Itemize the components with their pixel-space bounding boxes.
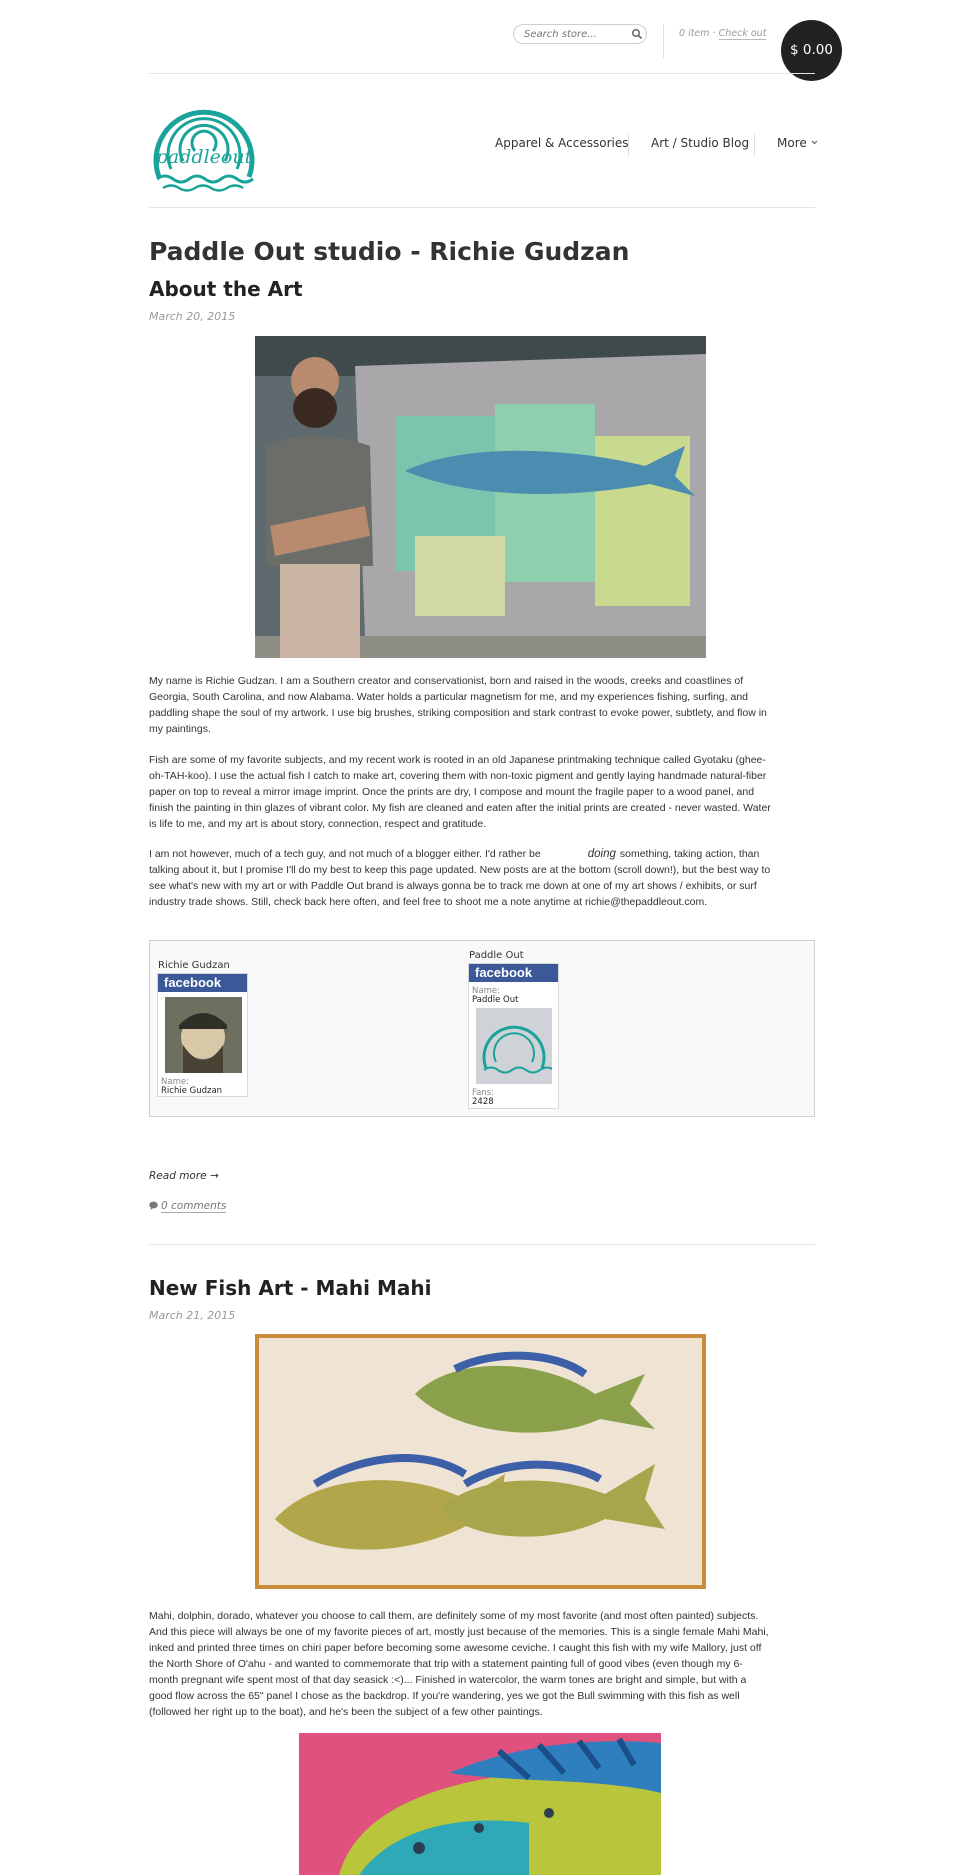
top-rule: [149, 73, 815, 74]
cart-summary: [679, 26, 775, 42]
comment-bubble-icon: [149, 1201, 158, 1210]
facebook-widgets: [149, 940, 815, 1117]
cart-items: 0 item: [679, 28, 710, 39]
fb-card-title: Richie Gudzan: [158, 960, 230, 971]
read-more-link[interactable]: Read more →: [149, 1170, 219, 1182]
chevron-down-icon: [811, 139, 818, 146]
checkout-link[interactable]: Check out: [718, 28, 767, 39]
logo-text: paddleout: [155, 146, 253, 168]
artist-photo: [255, 336, 706, 658]
nav-apparel-accessories[interactable]: Apparel & Accessories: [495, 136, 629, 150]
comments-link[interactable]: [149, 1200, 226, 1212]
page-logo-image: [476, 1008, 552, 1084]
fb-fans-value: 2428: [472, 1097, 494, 1107]
post-paragraph: My name is Richie Gudzan. I am a Southern creator and conservationist, born and raised in the woods, creeks and coastlines of Georgia, South Carolina, and now Alabama. Water holds a particular magnetism for me, and my experiences fishing, surfing, and paddling shape the soul of my artwork. I use big brushes, striking composition and stark contrast to evoke power, subtlety, and flow in my paintings.: [149, 675, 767, 735]
search-icon[interactable]: [631, 28, 643, 40]
post-paragraph: Fish are some of my favorite subjects, and my recent work is rooted in an old Japanese printmaking technique called Gyotaku (ghee-oh-TAH-koo). I use the actual fish I catch to make art, covering them with non-toxic pigment and gently laying handmade natural-fiber paper on top to reveal a mirror image imprint. Once the prints are dry, I compose and mount the fragile paper to a wood panel, and finish the painting in thin glazes of vibrant color. My fish are cleaned and eaten after the initial prints are created - never wasted. Water is life to me, and my art is about story, connection, respect and gratitude.: [149, 754, 771, 830]
emphasis-text: doing: [587, 848, 616, 860]
header-rule: [149, 207, 815, 208]
facebook-logo: facebook: [158, 974, 247, 992]
fb-profile-card[interactable]: [157, 973, 248, 1097]
nav-more[interactable]: [777, 136, 818, 150]
post-date: March 21, 2015: [149, 1309, 236, 1322]
post-title[interactable]: New Fish Art - Mahi Mahi: [149, 1276, 432, 1300]
fb-name-label: Name:: [161, 1077, 189, 1087]
cart-total-button[interactable]: $ 0.00: [781, 20, 842, 81]
fb-card-title: Paddle Out: [469, 950, 524, 961]
fb-name-value: Richie Gudzan: [161, 1086, 223, 1096]
post-date: March 20, 2015: [149, 310, 236, 323]
mahi-mahi-closeup-painting: [299, 1733, 661, 1875]
nav-separator: [754, 134, 755, 156]
post-paragraph: [149, 846, 771, 910]
fb-name-value: Paddle Out: [472, 995, 519, 1005]
cart-dot: ·: [712, 28, 716, 39]
fb-name-label: Name:: [472, 986, 500, 996]
comments-count: 0 comments: [161, 1200, 227, 1212]
post-divider: [149, 1244, 815, 1245]
paragraph-text: something, taking action, than talking about it, but I promise I'll do my best to keep this page updated. New posts are at the bottom (scroll down!), but the best way to see what's new with my art or with Paddle Out brand is always gonna be to track me down at one of my art shows / exhibits, or surf industry trade shows. Still, check back here often, and feel free to shoot me a note anytime at richie@thepaddleout.com.: [149, 848, 771, 908]
post-title[interactable]: About the Art: [149, 277, 303, 301]
paragraph-text: I am not however, much of a tech guy, and not much of a blogger either. I'd rather be: [149, 848, 541, 860]
fb-fans-label: Fans:: [472, 1088, 494, 1098]
mahi-mahi-painting: [255, 1334, 706, 1589]
profile-photo: [165, 997, 242, 1073]
fb-page-card[interactable]: [468, 963, 559, 1109]
top-bar: [0, 0, 960, 74]
nav-more-label: More: [777, 136, 807, 150]
search-input[interactable]: [513, 24, 647, 44]
blog-title: Paddle Out studio - Richie Gudzan: [149, 237, 630, 266]
facebook-logo: facebook: [469, 964, 558, 982]
top-divider: [663, 24, 664, 58]
nav-art-studio-blog[interactable]: Art / Studio Blog: [651, 136, 750, 150]
paddleout-logo[interactable]: [149, 89, 259, 193]
nav-separator: [628, 134, 629, 156]
post-paragraph: Mahi, dolphin, dorado, whatever you choose to call them, are definitely some of my most favorite (and most often painted) subjects. And this piece will always be one of my favorite pieces of art, mostly just because of the memories. This is a single female Mahi Mahi, inked and printed three times on chiri paper before becoming some awesome ceviche. I caught this fish with my wife Mallory, just off the North Shore of O'ahu - and wanted to commemorate that trip with a statement painting full of good vibes (even though my 6-month pregnant wife spent most of that day seasick :<)... Finished in watercolor, the warm tones are bright and simple, but with a good flow across the 65" panel I chose as the backdrop. If you're wandering, yes we got the Bull swimming with this fish as well (followed her right up to the boat), and he's been the subject of a few other paintings.: [149, 1610, 769, 1718]
